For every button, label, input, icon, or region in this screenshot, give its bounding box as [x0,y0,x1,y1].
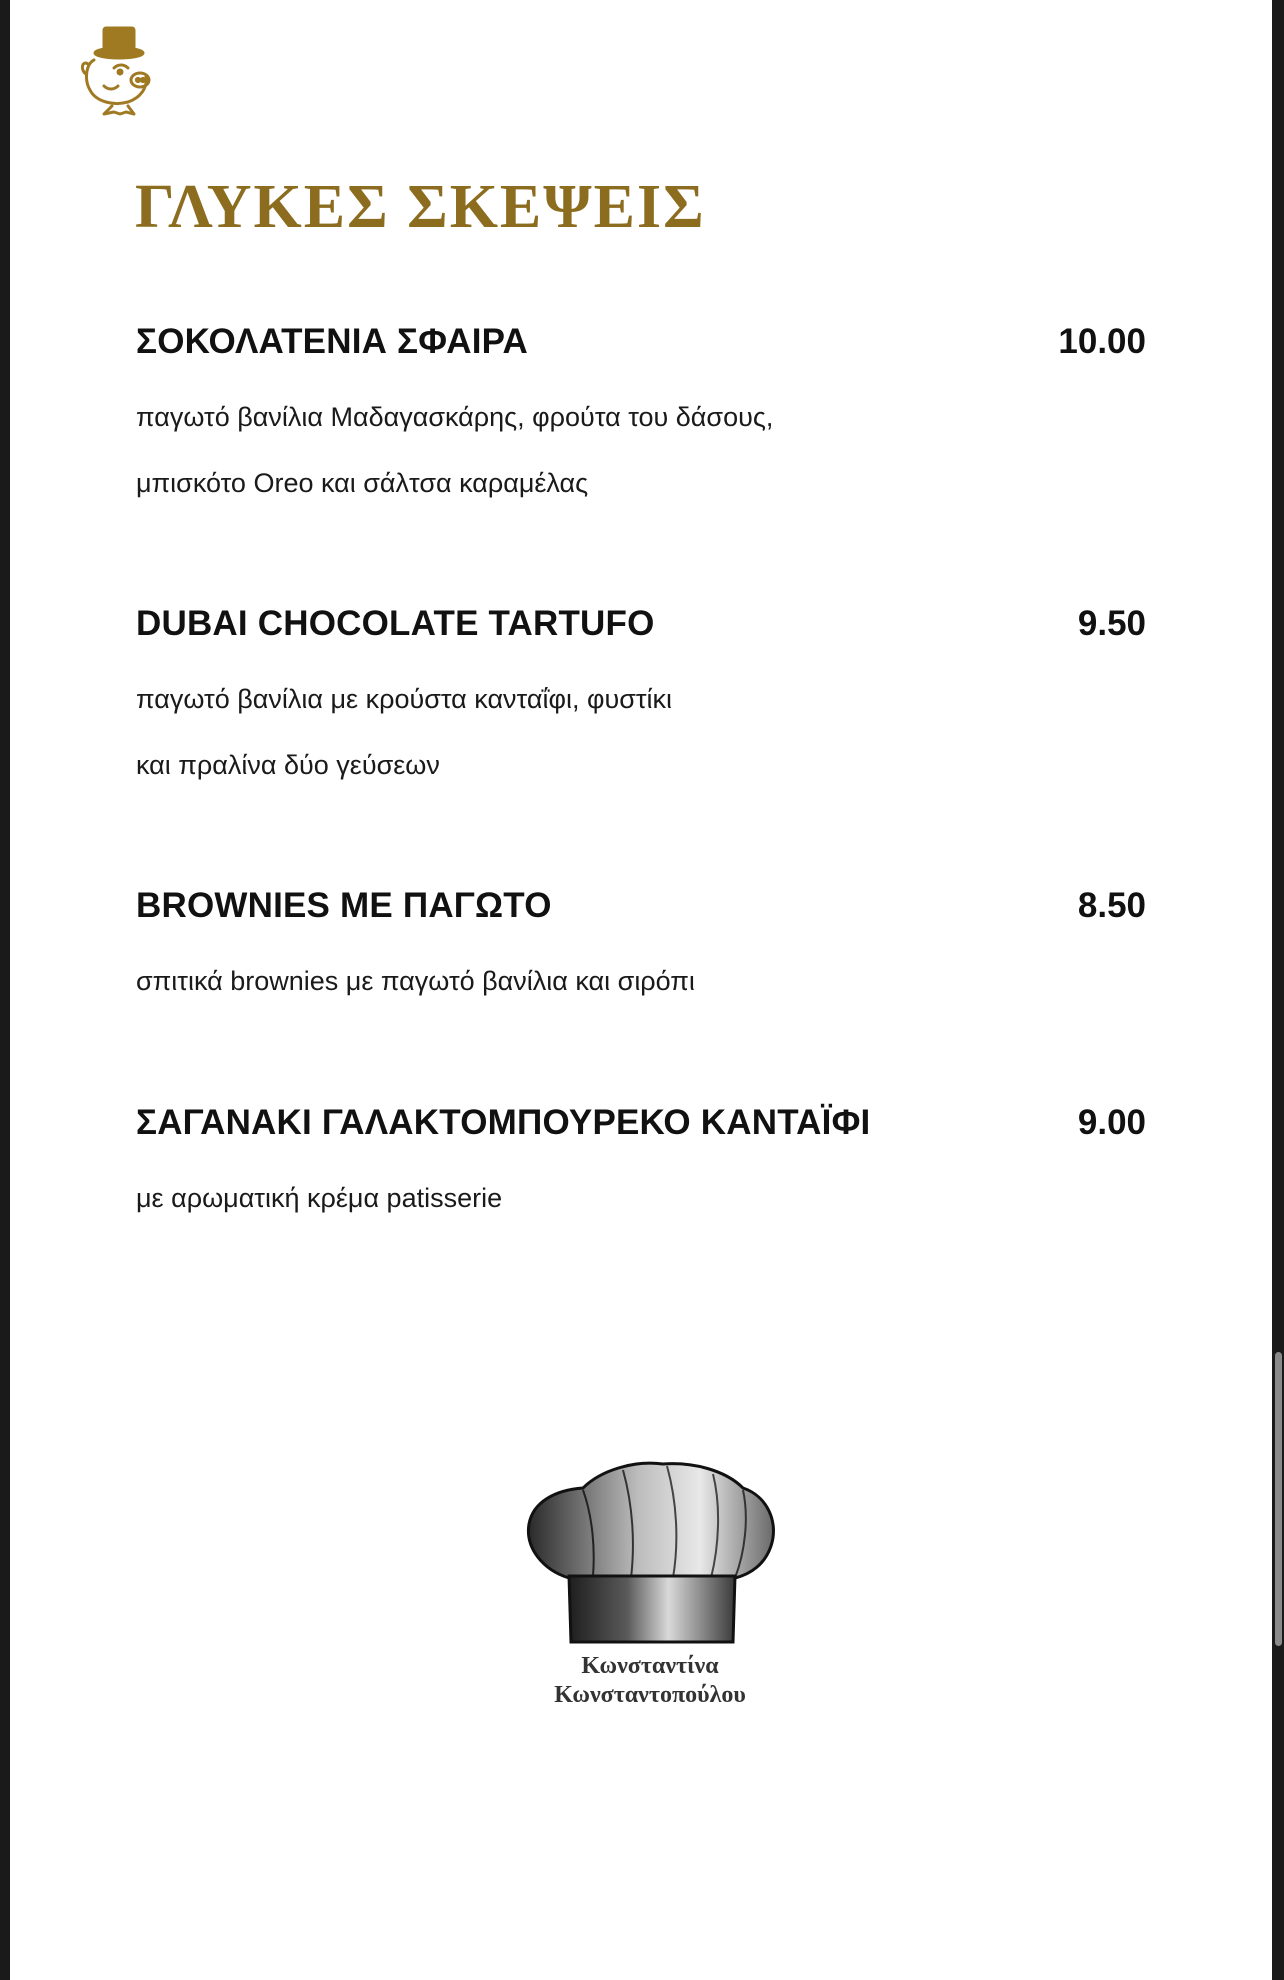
description-line: σπιτικά brownies με παγωτό βανίλια και σιρόπι [136,966,695,996]
menu-item-description [136,948,1146,1014]
chef-first-name: Κωνσταντίνα [581,1653,719,1679]
menu-item-price: 8.50 [1077,886,1146,925]
menu-item [136,1103,1146,1231]
description-line: με αρωματική κρέμα patisserie [136,1183,503,1213]
description-line: παγωτό βανίλια με κρούστα κανταΐφι, φυστίκι [136,684,673,714]
vertical-scrollbar[interactable] [1275,1352,1282,1646]
menu-item [136,604,1146,798]
description-line: μπισκότο Oreo και σάλτσα καραμέλας [136,468,589,498]
chef-last-name: Κωνσταντοπούλου [554,1682,746,1708]
menu-item-description [136,1165,1146,1231]
menu-item-description [136,384,1146,516]
menu-item-price: 9.00 [1077,1103,1146,1142]
menu-item-price: 10.00 [1058,322,1146,361]
menu-item-price: 9.50 [1077,604,1146,643]
description-line: παγωτό βανίλια Μαδαγασκάρης, φρούτα του δάσους, [136,402,774,432]
description-line: και πραλίνα δύο γεύσεων [136,750,440,780]
menu-item-name: BROWNIES ΜΕ ΠΑΓΩΤΟ [136,886,552,925]
menu-item [136,886,1146,1014]
chef-hat-icon [523,1458,777,1646]
section-title: ΓΛΥΚΕΣ ΣΚΕΨΕΙΣ [135,173,706,241]
menu-item-name: ΣΟΚΟΛΑΤΕΝΙΑ ΣΦΑΙΡΑ [136,322,529,361]
menu-item-name: DUBAI CHOCOLATE TARTUFO [136,604,655,643]
chef-name [500,1652,800,1710]
menu-item-description [136,666,1146,798]
menu-item-name: ΣΑΓΑΝΑΚΙ ΓΑΛΑΚΤΟΜΠΟΥΡΕΚΟ ΚΑΝΤΑΪΦΙ [136,1103,871,1142]
pig-top-hat-logo [74,24,160,116]
menu-page [10,0,1272,1980]
menu-item [136,322,1146,516]
